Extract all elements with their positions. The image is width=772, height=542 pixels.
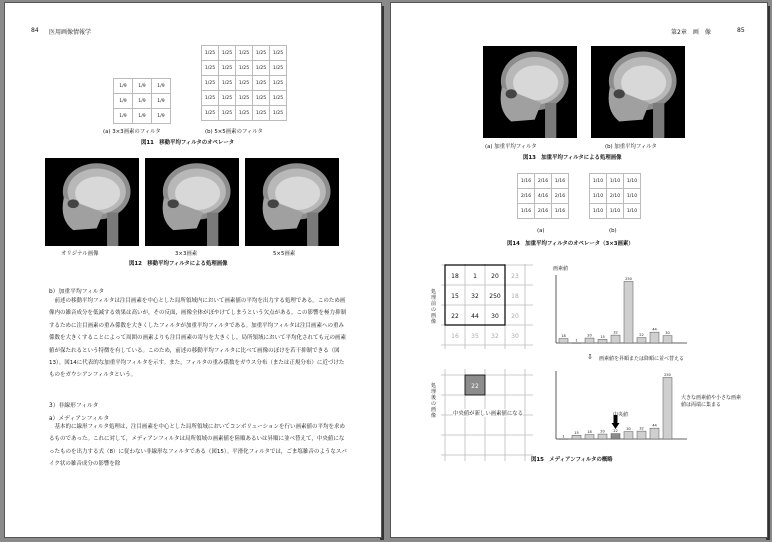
filter-cell: 1/25 bbox=[270, 91, 287, 106]
filter-cell: 2/16 bbox=[552, 189, 569, 204]
grid-value: 32 bbox=[471, 293, 479, 300]
figure-12-caption: 図12 移動平均フィルタによる処理画像 bbox=[129, 261, 228, 267]
grid-value: 23 bbox=[511, 273, 519, 280]
running-title-left: 医用画像情報学 bbox=[49, 29, 92, 36]
filter-cell: 1/25 bbox=[202, 46, 219, 61]
filter-cell: 2/10 bbox=[607, 189, 624, 204]
filter-cell: 1/9 bbox=[133, 94, 152, 109]
paragraph-1 bbox=[49, 295, 349, 382]
grid-value: 44 bbox=[471, 313, 479, 320]
bar-value-label: 18 bbox=[561, 334, 566, 339]
bar-value-label: 250 bbox=[625, 276, 632, 281]
bar-value-label: 44 bbox=[652, 327, 657, 332]
bar-value-label: 30 bbox=[626, 427, 631, 432]
bar-value-label: 32 bbox=[639, 426, 644, 431]
filter-cell: 1/9 bbox=[114, 79, 133, 94]
filter-cell: 1/9 bbox=[133, 79, 152, 94]
filter-cell: 1/10 bbox=[607, 204, 624, 219]
bar bbox=[585, 435, 594, 439]
bar bbox=[572, 435, 581, 439]
left-page bbox=[4, 2, 382, 538]
image-label-5x5: 5×5画素 bbox=[273, 251, 296, 257]
xray-original bbox=[45, 158, 139, 246]
filter-cell: 1/25 bbox=[236, 46, 253, 61]
figure-11-caption: 図11 移動平均フィルタのオペレータ bbox=[141, 140, 235, 146]
pixel-value-label: 画素値 bbox=[553, 266, 569, 272]
bar-value-label: 44 bbox=[652, 423, 657, 428]
grid-value: 22 bbox=[451, 313, 459, 320]
median-label: 中央値 bbox=[613, 412, 629, 418]
image-caption-a: (a) 加重平均フィルタ bbox=[485, 144, 537, 150]
filter-cell: 1/25 bbox=[219, 46, 236, 61]
bar bbox=[611, 434, 620, 439]
page-number-right: 85 bbox=[737, 27, 745, 34]
bar bbox=[585, 338, 594, 343]
filter-cell: 1/25 bbox=[236, 91, 253, 106]
unsorted-bar-chart bbox=[551, 273, 691, 349]
filter-cell: 1/10 bbox=[590, 174, 607, 189]
filter-cell: 1/25 bbox=[270, 61, 287, 76]
image-caption-b: (b) 加重平均フィルタ bbox=[605, 144, 657, 150]
bar bbox=[637, 431, 646, 439]
grid-value: 1 bbox=[473, 273, 477, 280]
grid-note: 中央値が新しい画素値になる bbox=[453, 411, 524, 417]
filter-cell: 1/25 bbox=[236, 61, 253, 76]
filter-cell: 1/25 bbox=[253, 91, 270, 106]
xray-weighted-b bbox=[591, 46, 685, 138]
filter-cell: 1/9 bbox=[133, 109, 152, 124]
bar bbox=[598, 434, 607, 439]
filter-cell: 2/16 bbox=[518, 189, 535, 204]
grid-value: 30 bbox=[491, 313, 499, 320]
filter-cell: 1/25 bbox=[202, 106, 219, 121]
bar-value-label: 22 bbox=[613, 429, 618, 434]
xray-weighted-a bbox=[483, 46, 577, 138]
grid-value: 30 bbox=[511, 333, 519, 340]
bar bbox=[663, 377, 672, 439]
filter-cell: 4/16 bbox=[535, 189, 552, 204]
bar-value-label: 32 bbox=[613, 330, 618, 335]
filter-cell: 2/16 bbox=[535, 204, 552, 219]
grid-value: 18 bbox=[511, 293, 519, 300]
image-label-3x3: 3×3画素 bbox=[175, 251, 198, 257]
filter-cell: 1/25 bbox=[202, 91, 219, 106]
caption-b: (b) 5×5画素のフィルタ bbox=[205, 129, 263, 135]
grid-value: 250 bbox=[489, 293, 501, 300]
filter-cell: 1/25 bbox=[253, 106, 270, 121]
bar-value-label: 20 bbox=[600, 429, 605, 434]
bar-value-label: 250 bbox=[664, 372, 671, 377]
filter-cell: 1/16 bbox=[518, 204, 535, 219]
sorted-bar-chart bbox=[551, 369, 691, 445]
filter-cell: 1/9 bbox=[114, 109, 133, 124]
grid-value: 15 bbox=[451, 293, 459, 300]
bar-value-label: 1 bbox=[562, 434, 565, 439]
label-after-processing: 処理後の画像 bbox=[431, 383, 437, 419]
sort-note: 画素値を昇順または降順に並べ替える bbox=[599, 356, 685, 362]
bar-value-label: 1 bbox=[575, 338, 578, 343]
grid-value: 20 bbox=[511, 313, 519, 320]
filter-cell: 1/10 bbox=[624, 174, 641, 189]
caption-a: (a) 3×3画素のフィルタ bbox=[103, 129, 161, 135]
filter-cell: 1/9 bbox=[152, 94, 171, 109]
running-title-right: 第2章 画 像 bbox=[671, 29, 711, 36]
bar bbox=[663, 336, 672, 343]
result-value: 22 bbox=[471, 383, 479, 390]
bar-value-label: 15 bbox=[600, 334, 605, 339]
figure-14-caption: 図14 加重平均フィルタのオペレータ（3×3画素） bbox=[507, 241, 634, 247]
bar bbox=[598, 339, 607, 343]
filter-cell: 2/16 bbox=[535, 174, 552, 189]
filter-cell: 1/10 bbox=[607, 174, 624, 189]
median-grid-diagram bbox=[441, 261, 541, 471]
filter-cell: 1/10 bbox=[590, 204, 607, 219]
right-page bbox=[390, 2, 768, 538]
filter-cell: 1/25 bbox=[219, 61, 236, 76]
filter-cell: 1/25 bbox=[219, 76, 236, 91]
section-b-heading: b）加重平均フィルタ bbox=[49, 289, 105, 295]
xray-5x5 bbox=[245, 158, 339, 246]
grid-value: 20 bbox=[491, 273, 499, 280]
section-3-heading: 3）非線形フィルタ bbox=[49, 403, 99, 409]
filter-5x5-table bbox=[201, 45, 287, 121]
bar bbox=[650, 332, 659, 343]
bar-value-label: 18 bbox=[587, 430, 592, 435]
filter-3x3-table bbox=[113, 78, 171, 124]
filter-cell: 1/25 bbox=[236, 76, 253, 91]
bar bbox=[572, 343, 581, 344]
filter-cell: 1/16 bbox=[518, 174, 535, 189]
filter-cell: 1/25 bbox=[270, 46, 287, 61]
filter-cell: 1/25 bbox=[219, 91, 236, 106]
weighted-filter-b-table bbox=[589, 173, 641, 219]
bar bbox=[559, 439, 568, 440]
bar-value-label: 22 bbox=[639, 333, 644, 338]
filter-cell: 1/25 bbox=[202, 61, 219, 76]
filter-cell: 1/25 bbox=[253, 46, 270, 61]
bar-value-label: 15 bbox=[574, 430, 579, 435]
paragraph-2 bbox=[49, 421, 349, 471]
note-extremes: 大きな画素値や小さな画素値は両端に集まる bbox=[681, 395, 742, 408]
filter-cell: 1/25 bbox=[253, 61, 270, 76]
filter-cell: 1/16 bbox=[552, 174, 569, 189]
filter-cell: 1/10 bbox=[624, 189, 641, 204]
weighted-filter-b-label: (b) bbox=[609, 228, 617, 234]
down-arrow-icon: ⇩ bbox=[587, 353, 593, 361]
weighted-filter-a-table bbox=[517, 173, 569, 219]
filter-cell: 1/10 bbox=[590, 189, 607, 204]
filter-cell: 1/9 bbox=[114, 94, 133, 109]
section-a-heading: a）メディアンフィルタ bbox=[49, 416, 110, 422]
weighted-filter-a-label: (a) bbox=[537, 228, 545, 234]
figure-15-caption: 図15 メディアンフィルタの概略 bbox=[531, 457, 613, 463]
bar bbox=[650, 428, 659, 439]
filter-cell: 1/10 bbox=[624, 204, 641, 219]
filter-cell: 1/9 bbox=[152, 109, 171, 124]
filter-cell: 1/9 bbox=[152, 79, 171, 94]
bar bbox=[637, 338, 646, 343]
bar bbox=[624, 281, 633, 343]
bar bbox=[624, 432, 633, 439]
page-number-left: 84 bbox=[31, 27, 39, 34]
image-label-original: オリジナル画像 bbox=[61, 251, 99, 257]
filter-cell: 1/25 bbox=[202, 76, 219, 91]
filter-cell: 1/25 bbox=[219, 106, 236, 121]
grid-value: 32 bbox=[491, 333, 499, 340]
filter-cell: 1/25 bbox=[253, 76, 270, 91]
xray-3x3 bbox=[145, 158, 239, 246]
grid-value: 16 bbox=[451, 333, 459, 340]
filter-cell: 1/16 bbox=[552, 204, 569, 219]
bar bbox=[559, 339, 568, 343]
bar-value-label: 20 bbox=[587, 333, 592, 338]
paragraph-1-text: 前述の移動平均フィルタは注目画素を中心とした局所領域内において画素値の平均を出力する処理である。このため画像内の雑音成分を低減する効果は高いが，その反面，画像全体がぼやけてしまうという欠点がある。この影響を極力抑制するために注目画素の重み係数を大きくしたフィルタが加重平均フィルタである。加重平均フィルタは注目画素への重み係数を大きくすることによって周囲の画素よりも注目画素の寄与を大きくし，局所領域において平均化されても元の画素値が保たれるという特徴を有している。このため，前述の移動平均フィルタに比べて画像のぼけを若干抑制できる（図13）。図14に代表的な加重平均フィルタを示す。また，フィルタの重み係数をガウス分布（または正規分布）に近づけたものをガウシアンフィルタという。 bbox=[49, 298, 347, 379]
paragraph-2-text: 基本的に線形フィルタ処理は，注目画素を中心とした局所領域においてコンボリューションを行い画素値の平均を求めるものであった。これに対して，メディアンフィルタは局所領域の画素値を陸順あるいは昇順に並べ替えて，中央値になったものを出力する式（8）に従わない非線形なフィルタである（図15）。平滑化フィルタでは，ごま塩雑音のようなスパイク状の雑音成分の影響を除 bbox=[49, 424, 347, 468]
bar-value-label: 30 bbox=[665, 331, 670, 336]
filter-cell: 1/25 bbox=[236, 106, 253, 121]
label-before-processing: 処理前の画像 bbox=[431, 289, 437, 325]
filter-cell: 1/25 bbox=[270, 106, 287, 121]
grid-value: 35 bbox=[471, 333, 479, 340]
figure-13-caption: 図13 加重平均フィルタによる処理画像 bbox=[523, 155, 622, 161]
grid-value: 18 bbox=[451, 273, 459, 280]
filter-cell: 1/25 bbox=[270, 76, 287, 91]
bar bbox=[611, 335, 620, 343]
